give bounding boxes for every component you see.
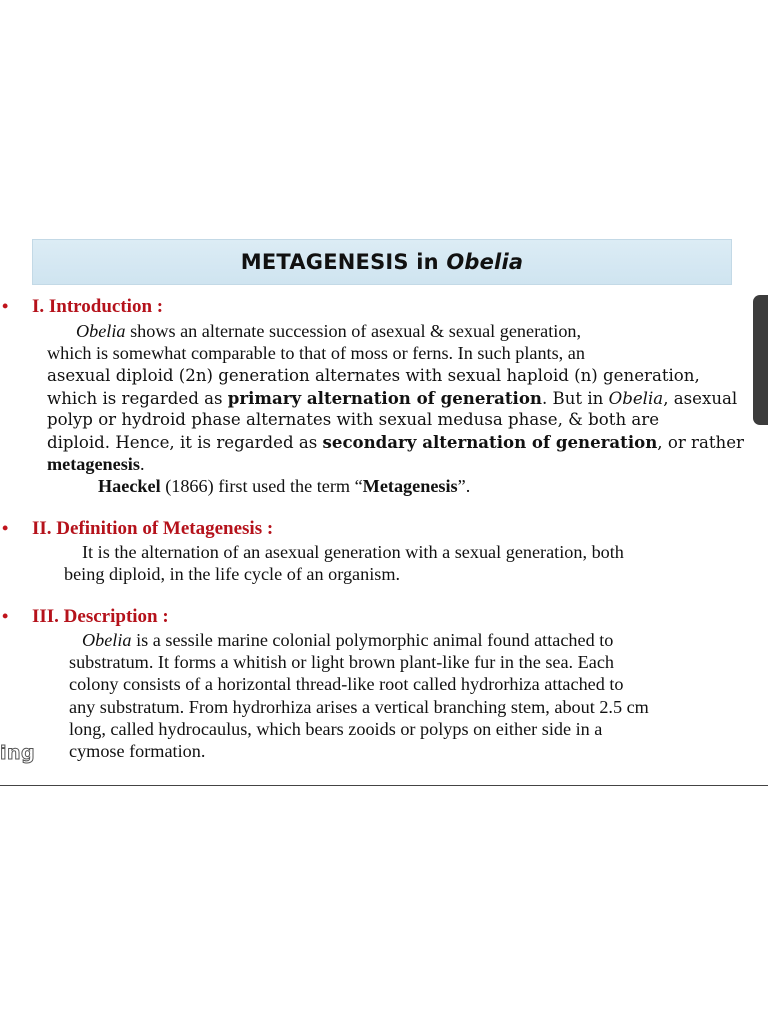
- intro-line-8: Haeckel (1866) first used the term “Metagenesis”.: [98, 476, 471, 496]
- description-line-5: long, called hydrocaulus, which bears zooids or polyps on either side in a: [69, 719, 603, 739]
- description-line-3: colony consists of a horizontal thread-like root called hydrorhiza attached to: [69, 674, 624, 694]
- description-line-1: Obelia is a sessile marine colonial polymorphic animal found attached to: [82, 630, 614, 650]
- bullet-intro: •: [2, 296, 9, 316]
- intro-line-2: which is somewhat comparable to that of moss or ferns. In such plants, an: [47, 343, 585, 363]
- description-line-4: any substratum. From hydrorhiza arises a vertical branching stem, about 2.5 cm: [69, 697, 649, 717]
- definition-line-2: being diploid, in the life cycle of an organism.: [64, 564, 401, 584]
- side-scroll-tab[interactable]: [753, 295, 768, 425]
- intro-line-3: asexual diploid (2n) generation alternates with sexual haploid (n) generation,: [47, 366, 700, 385]
- intro-line-7: metagenesis.: [47, 454, 145, 474]
- intro-line-1: Obelia shows an alternate succession of asexual & sexual generation,: [76, 321, 582, 341]
- definition-line-1: It is the alternation of an asexual generation with a sexual generation, both: [82, 542, 624, 562]
- slide-title: METAGENESIS in Obelia: [240, 250, 524, 274]
- title-banner: [32, 239, 732, 285]
- bullet-definition: •: [2, 518, 9, 538]
- intro-line-6: diploid. Hence, it is regarded as secondary alternation of generation, or rather: [47, 432, 744, 452]
- intro-line-5: polyp or hydroid phase alternates with sexual medusa phase, & both are: [47, 410, 660, 429]
- description-line-6: cymose formation.: [69, 741, 206, 761]
- heading-definition: II. Definition of Metagenesis :: [32, 518, 274, 539]
- bottom-divider: [0, 785, 768, 786]
- watermark-text: ing: [0, 742, 36, 764]
- bullet-description: •: [2, 606, 9, 626]
- intro-line-4: which is regarded as primary alternation of generation. But in Obelia, asexual: [47, 388, 738, 408]
- description-line-2: substratum. It forms a whitish or light brown plant-like fur in the sea. Each: [69, 652, 615, 672]
- heading-description: III. Description :: [32, 606, 169, 627]
- heading-introduction: I. Introduction :: [32, 296, 164, 317]
